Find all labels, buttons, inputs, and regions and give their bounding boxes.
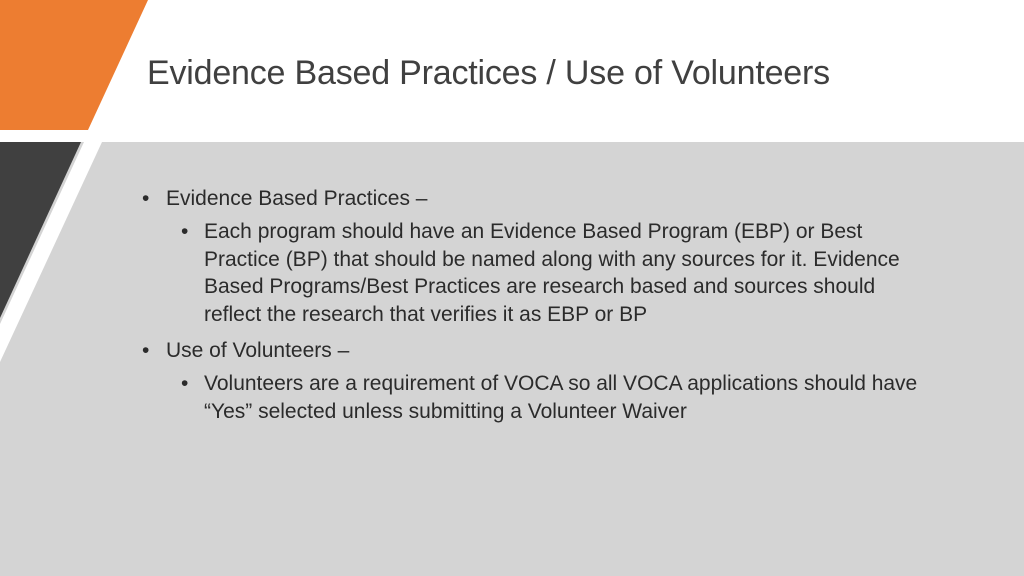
bullet-text: Evidence Based Practices – [166, 187, 428, 210]
dark-accent-shape [0, 142, 81, 318]
decorative-stripes [0, 0, 160, 576]
bullet-dot: • [142, 187, 150, 210]
bullet-evidence-based-practices [142, 184, 942, 214]
sub-bullet-volunteers-description [181, 370, 924, 425]
slide-body [142, 184, 942, 433]
bullet-dot: • [181, 372, 189, 395]
bullet-dot: • [142, 339, 150, 362]
bullet-text: Use of Volunteers – [166, 339, 350, 362]
bullet-dot: • [181, 220, 189, 243]
slide-title: Evidence Based Practices / Use of Volunteers [147, 54, 830, 92]
bullet-use-of-volunteers [142, 336, 942, 366]
sub-bullet-text: Volunteers are a requirement of VOCA so all VOCA applications should have “Yes” selected unless submitting a Volunteer Waiver [204, 372, 918, 423]
sub-bullet-text: Each program should have an Evidence Based Program (EBP) or Best Practice (BP) that should be named along with any sources for it. Evidence Based Programs/Best Practices are research based and sources should reflect the research that verifies it as EBP or BP [204, 220, 900, 326]
sub-bullet-ebp-description [181, 218, 924, 328]
orange-accent-shape [0, 0, 148, 130]
